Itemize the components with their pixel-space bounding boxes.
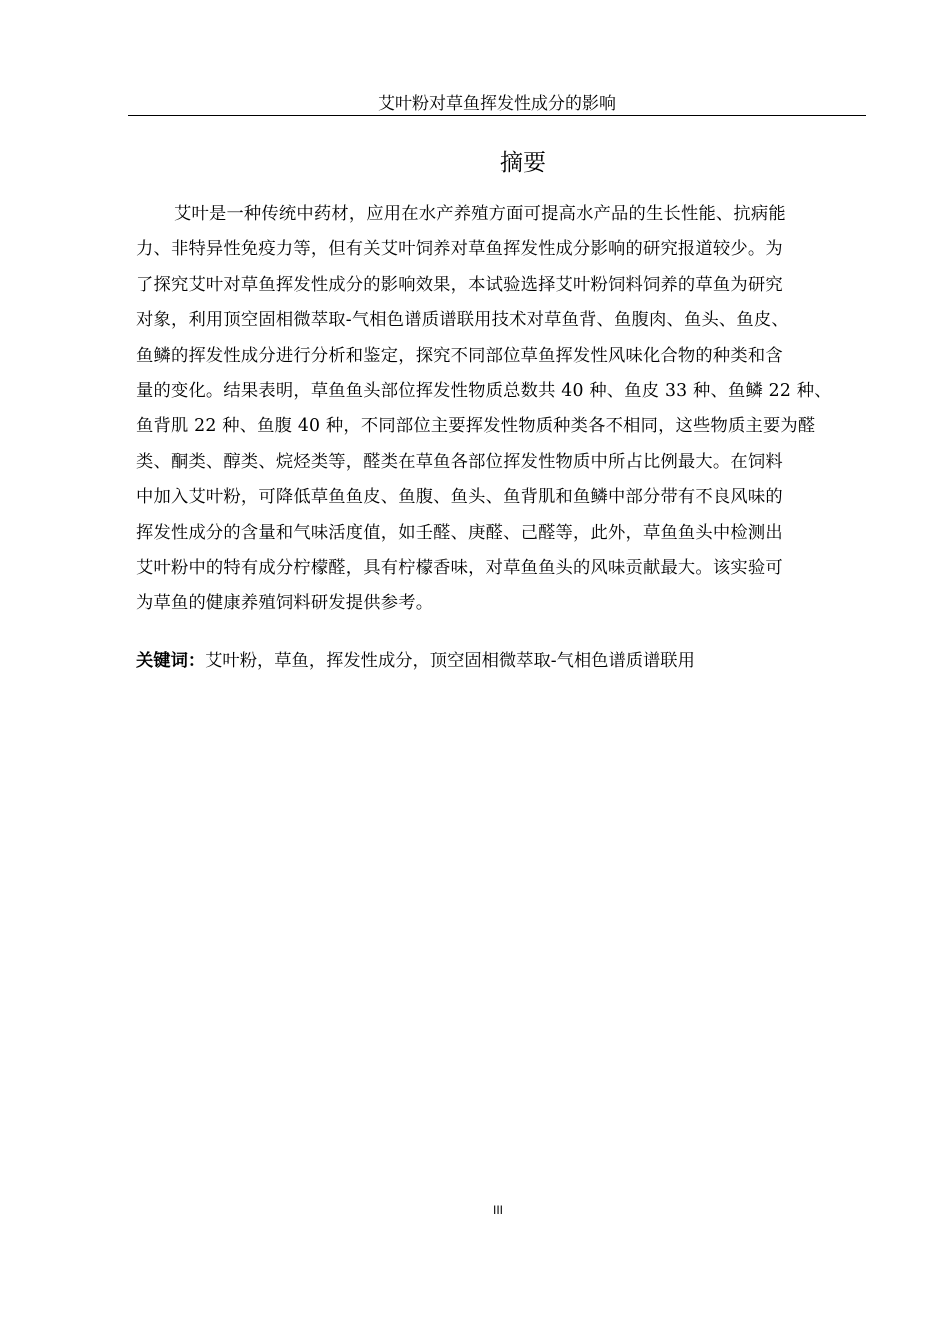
abstract-title: 摘要 bbox=[500, 150, 546, 176]
page-number: III bbox=[492, 1203, 503, 1217]
keywords bbox=[136, 647, 866, 675]
running-header: 艾叶粉对草鱼挥发性成分的影响 bbox=[378, 94, 616, 114]
keywords-label: 关键词： bbox=[136, 651, 206, 671]
abstract-line: 了探究艾叶对草鱼挥发性成分的影响效果，本试验选择艾叶粉饲料饲养的草鱼为研究 bbox=[136, 274, 783, 295]
abstract-line: 对象，利用顶空固相微萃取-气相色谱质谱联用技术对草鱼背、鱼腹肉、鱼头、鱼皮、 bbox=[136, 310, 789, 331]
keywords-text: 艾叶粉，草鱼，挥发性成分，顶空固相微萃取-气相色谱质谱联用 bbox=[205, 651, 695, 671]
abstract-line: 力、非特异性免疫力等，但有关艾叶饲养对草鱼挥发性成分影响的研究报道较少。为 bbox=[136, 239, 783, 260]
abstract-body bbox=[136, 197, 866, 622]
abstract-line: 中加入艾叶粉，可降低草鱼鱼皮、鱼腹、鱼头、鱼背肌和鱼鳞中部分带有不良风味的 bbox=[136, 487, 783, 508]
abstract-line: 艾叶粉中的特有成分柠檬醛，具有柠檬香味，对草鱼鱼头的风味贡献最大。该实验可 bbox=[136, 558, 783, 579]
abstract-line: 类、酮类、醇类、烷烃类等，醛类在草鱼各部位挥发性物质中所占比例最大。在饲料 bbox=[136, 451, 783, 472]
abstract-line: 鱼鳞的挥发性成分进行分析和鉴定，探究不同部位草鱼挥发性风味化合物的种类和含 bbox=[136, 345, 783, 366]
abstract-line: 为草鱼的健康养殖饲料研发提供参考。 bbox=[136, 593, 434, 614]
abstract-line: 量的变化。结果表明，草鱼鱼头部位挥发性物质总数共 40 种、鱼皮 33 种、鱼鳞 22 种、 bbox=[136, 381, 832, 402]
abstract-line: 艾叶是一种传统中药材，应用在水产养殖方面可提高水产品的生长性能、抗病能 bbox=[174, 204, 786, 224]
header-rule bbox=[128, 115, 866, 116]
abstract-line: 挥发性成分的含量和气味活度值，如壬醛、庚醛、己醛等，此外，草鱼鱼头中检测出 bbox=[136, 522, 783, 543]
abstract-line: 鱼背肌 22 种、鱼腹 40 种，不同部位主要挥发性物质种类各不相同，这些物质主要为醛 bbox=[136, 416, 816, 437]
